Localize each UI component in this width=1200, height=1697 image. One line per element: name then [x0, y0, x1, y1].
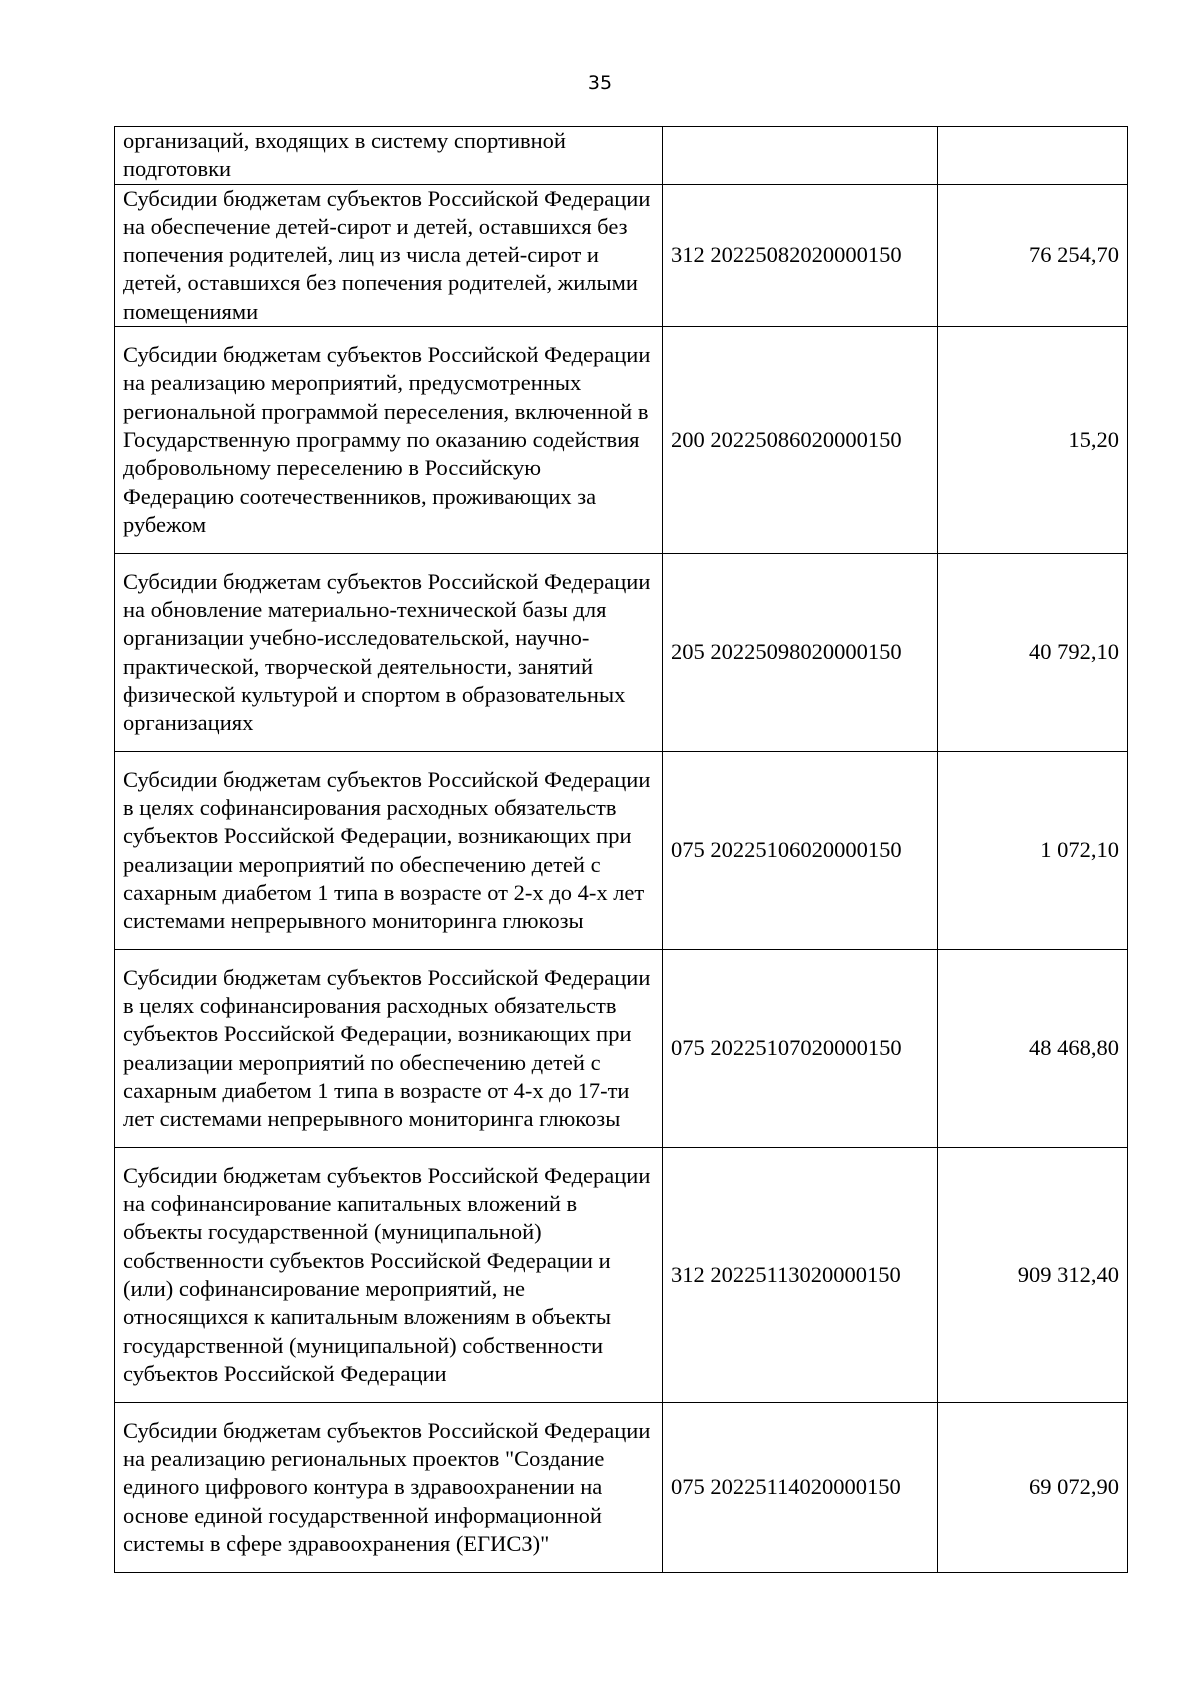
amount-cell: 69 072,90	[938, 1403, 1128, 1573]
table-row	[115, 950, 1128, 1148]
budget-revenue-table	[114, 126, 1128, 1573]
amount-cell: 48 468,80	[938, 950, 1128, 1148]
revenue-name-cell: Субсидии бюджетам субъектов Российской Федерации на обновление материально-технической базы для организации учебно-исследовательской, научно-практической, творческой деятельности, занятий физической культурой и спортом в образовательных организациях	[115, 554, 663, 752]
budget-code-cell: 075 20225107020000150	[663, 950, 938, 1148]
revenue-name-cell: Субсидии бюджетам субъектов Российской Федерации на реализацию мероприятий, предусмотренных региональной программой переселения, включенной в Государственную программу по оказанию содействия добровольному переселению в Российскую Федерацию соотечественников, проживающих за рубежом	[115, 327, 663, 554]
table-row	[115, 1403, 1128, 1573]
page-number: 35	[587, 72, 613, 94]
amount-cell: 76 254,70	[938, 184, 1128, 326]
budget-code-cell: 200 20225086020000150	[663, 327, 938, 554]
table-row	[115, 1148, 1128, 1403]
amount-cell: 909 312,40	[938, 1148, 1128, 1403]
revenue-name-cell: организаций, входящих в систему спортивной подготовки	[115, 127, 663, 185]
amount-cell: 1 072,10	[938, 752, 1128, 950]
revenue-name-cell: Субсидии бюджетам субъектов Российской Федерации на софинансирование капитальных вложений в объекты государственной (муниципальной) собственности субъектов Российской Федерации и (или) софинансирование мероприятий, не относящихся к капитальным вложениям в объекты государственной (муниципальной) собственности субъектов Российской Федерации	[115, 1148, 663, 1403]
revenue-name-cell: Субсидии бюджетам субъектов Российской Федерации на обеспечение детей-сирот и детей, оставшихся без попечения родителей, лиц из числа детей-сирот и детей, оставшихся без попечения родителей, жилыми помещениями	[115, 184, 663, 326]
budget-code-cell: 205 20225098020000150	[663, 554, 938, 752]
table-row	[115, 752, 1128, 950]
budget-code-cell: 075 20225114020000150	[663, 1403, 938, 1573]
budget-code-cell	[663, 127, 938, 185]
amount-cell: 15,20	[938, 327, 1128, 554]
amount-cell	[938, 127, 1128, 185]
amount-cell: 40 792,10	[938, 554, 1128, 752]
table-row	[115, 127, 1128, 185]
budget-code-cell: 075 20225106020000150	[663, 752, 938, 950]
revenue-name-cell: Субсидии бюджетам субъектов Российской Федерации в целях софинансирования расходных обязательств субъектов Российской Федерации, возникающих при реализации мероприятий по обеспечению детей с сахарным диабетом 1 типа в возрасте от 4-х до 17-ти лет системами непрерывного мониторинга глюкозы	[115, 950, 663, 1148]
table-row	[115, 184, 1128, 326]
table-row	[115, 327, 1128, 554]
revenue-name-cell: Субсидии бюджетам субъектов Российской Федерации в целях софинансирования расходных обязательств субъектов Российской Федерации, возникающих при реализации мероприятий по обеспечению детей с сахарным диабетом 1 типа в возрасте от 2-х до 4-х лет системами непрерывного мониторинга глюкозы	[115, 752, 663, 950]
revenue-name-cell: Субсидии бюджетам субъектов Российской Федерации на реализацию региональных проектов "Создание единого цифрового контура в здравоохранении на основе единой государственной информационной системы в сфере здравоохранения (ЕГИСЗ)"	[115, 1403, 663, 1573]
budget-code-cell: 312 20225113020000150	[663, 1148, 938, 1403]
table-row	[115, 554, 1128, 752]
budget-code-cell: 312 20225082020000150	[663, 184, 938, 326]
